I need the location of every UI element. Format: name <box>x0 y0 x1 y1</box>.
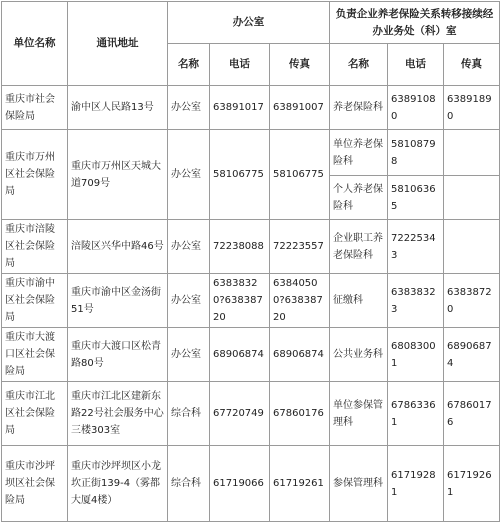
header-office-fax: 传真 <box>270 44 330 86</box>
address-cell: 重庆市江北区建新东路22号社会服务中心三楼303室 <box>68 382 168 446</box>
header-office-phone: 电话 <box>210 44 270 86</box>
dept-phone-cell: 67863361 <box>388 382 444 446</box>
office-name-cell: 综合科 <box>168 382 210 446</box>
table-row <box>2 446 500 522</box>
unit-cell: 重庆市社会保险局 <box>2 86 68 130</box>
dept-name-cell: 单位养老保险科 <box>330 130 388 176</box>
address-cell: 重庆市大渡口区松青路80号 <box>68 328 168 382</box>
dept-name-cell: 养老保险科 <box>330 86 388 130</box>
office-phone-cell: 63891017 <box>210 86 270 130</box>
header-office-name: 名称 <box>168 44 210 86</box>
dept-name-cell: 征缴科 <box>330 274 388 328</box>
unit-cell: 重庆市沙坪坝区社会保险局 <box>2 446 68 522</box>
office-fax-cell: 61719261 <box>270 446 330 522</box>
address-cell: 重庆市万州区天城大道709号 <box>68 130 168 220</box>
header-address: 通讯地址 <box>68 2 168 86</box>
address-cell: 渝中区人民路13号 <box>68 86 168 130</box>
table-row <box>2 220 500 274</box>
dept-fax-cell: 68906874 <box>444 328 500 382</box>
dept-fax-cell: 63838720 <box>444 274 500 328</box>
office-fax-cell: 68906874 <box>270 328 330 382</box>
office-phone-cell: 61719066 <box>210 446 270 522</box>
office-name-cell: 办公室 <box>168 328 210 382</box>
dept-fax-cell: 63891890 <box>444 86 500 130</box>
unit-cell: 重庆市江北区社会保险局 <box>2 382 68 446</box>
dept-phone-cell: 63838323 <box>388 274 444 328</box>
header-row-1 <box>2 2 500 44</box>
office-phone-cell: 68906874 <box>210 328 270 382</box>
header-dept-fax: 传真 <box>444 44 500 86</box>
dept-fax-cell <box>444 176 500 220</box>
unit-cell: 重庆市涪陵区社会保险局 <box>2 220 68 274</box>
table-row <box>2 274 500 328</box>
dept-name-cell: 单位参保管理科 <box>330 382 388 446</box>
dept-phone-cell: 72225343 <box>388 220 444 274</box>
address-cell: 重庆市渝中区金汤街51号 <box>68 274 168 328</box>
dept-phone-cell: 58106365 <box>388 176 444 220</box>
dept-phone-cell: 68083001 <box>388 328 444 382</box>
office-phone-cell: 63838320?63838720 <box>210 274 270 328</box>
header-transfer-dept: 负责企业养老保险关系转移接续经办业务处（科）室 <box>330 2 500 44</box>
dept-fax-cell: 61719261 <box>444 446 500 522</box>
dept-name-cell: 参保管理科 <box>330 446 388 522</box>
dept-phone-cell: 61719281 <box>388 446 444 522</box>
insurance-bureau-table <box>1 1 500 522</box>
unit-cell: 重庆市万州区社会保险局 <box>2 130 68 220</box>
office-name-cell: 办公室 <box>168 220 210 274</box>
office-phone-cell: 58106775 <box>210 130 270 220</box>
table-row <box>2 86 500 130</box>
office-phone-cell: 72238088 <box>210 220 270 274</box>
dept-name-cell: 企业职工养老保险科 <box>330 220 388 274</box>
header-dept-name: 名称 <box>330 44 388 86</box>
office-fax-cell: 63891007 <box>270 86 330 130</box>
office-name-cell: 办公室 <box>168 274 210 328</box>
office-name-cell: 办公室 <box>168 86 210 130</box>
header-office: 办公室 <box>168 2 330 44</box>
office-fax-cell: 63840500?63838720 <box>270 274 330 328</box>
dept-fax-cell: 67860176 <box>444 382 500 446</box>
dept-name-cell: 公共业务科 <box>330 328 388 382</box>
address-cell: 涪陵区兴华中路46号 <box>68 220 168 274</box>
office-name-cell: 综合科 <box>168 446 210 522</box>
unit-cell: 重庆市大渡口区社会保险局 <box>2 328 68 382</box>
table-row <box>2 130 500 176</box>
office-fax-cell: 67860176 <box>270 382 330 446</box>
office-fax-cell: 58106775 <box>270 130 330 220</box>
dept-name-cell: 个人养老保险科 <box>330 176 388 220</box>
unit-cell: 重庆市渝中区社会保险局 <box>2 274 68 328</box>
dept-phone-cell: 63891080 <box>388 86 444 130</box>
table-row <box>2 382 500 446</box>
office-fax-cell: 72223557 <box>270 220 330 274</box>
office-name-cell: 办公室 <box>168 130 210 220</box>
dept-fax-cell <box>444 220 500 274</box>
dept-fax-cell <box>444 130 500 176</box>
header-dept-phone: 电话 <box>388 44 444 86</box>
header-unit-name: 单位名称 <box>2 2 68 86</box>
table-row <box>2 328 500 382</box>
dept-phone-cell: 58108798 <box>388 130 444 176</box>
address-cell: 重庆市沙坪坝区小龙坎正街139-4（雾都大厦4楼） <box>68 446 168 522</box>
office-phone-cell: 67720749 <box>210 382 270 446</box>
